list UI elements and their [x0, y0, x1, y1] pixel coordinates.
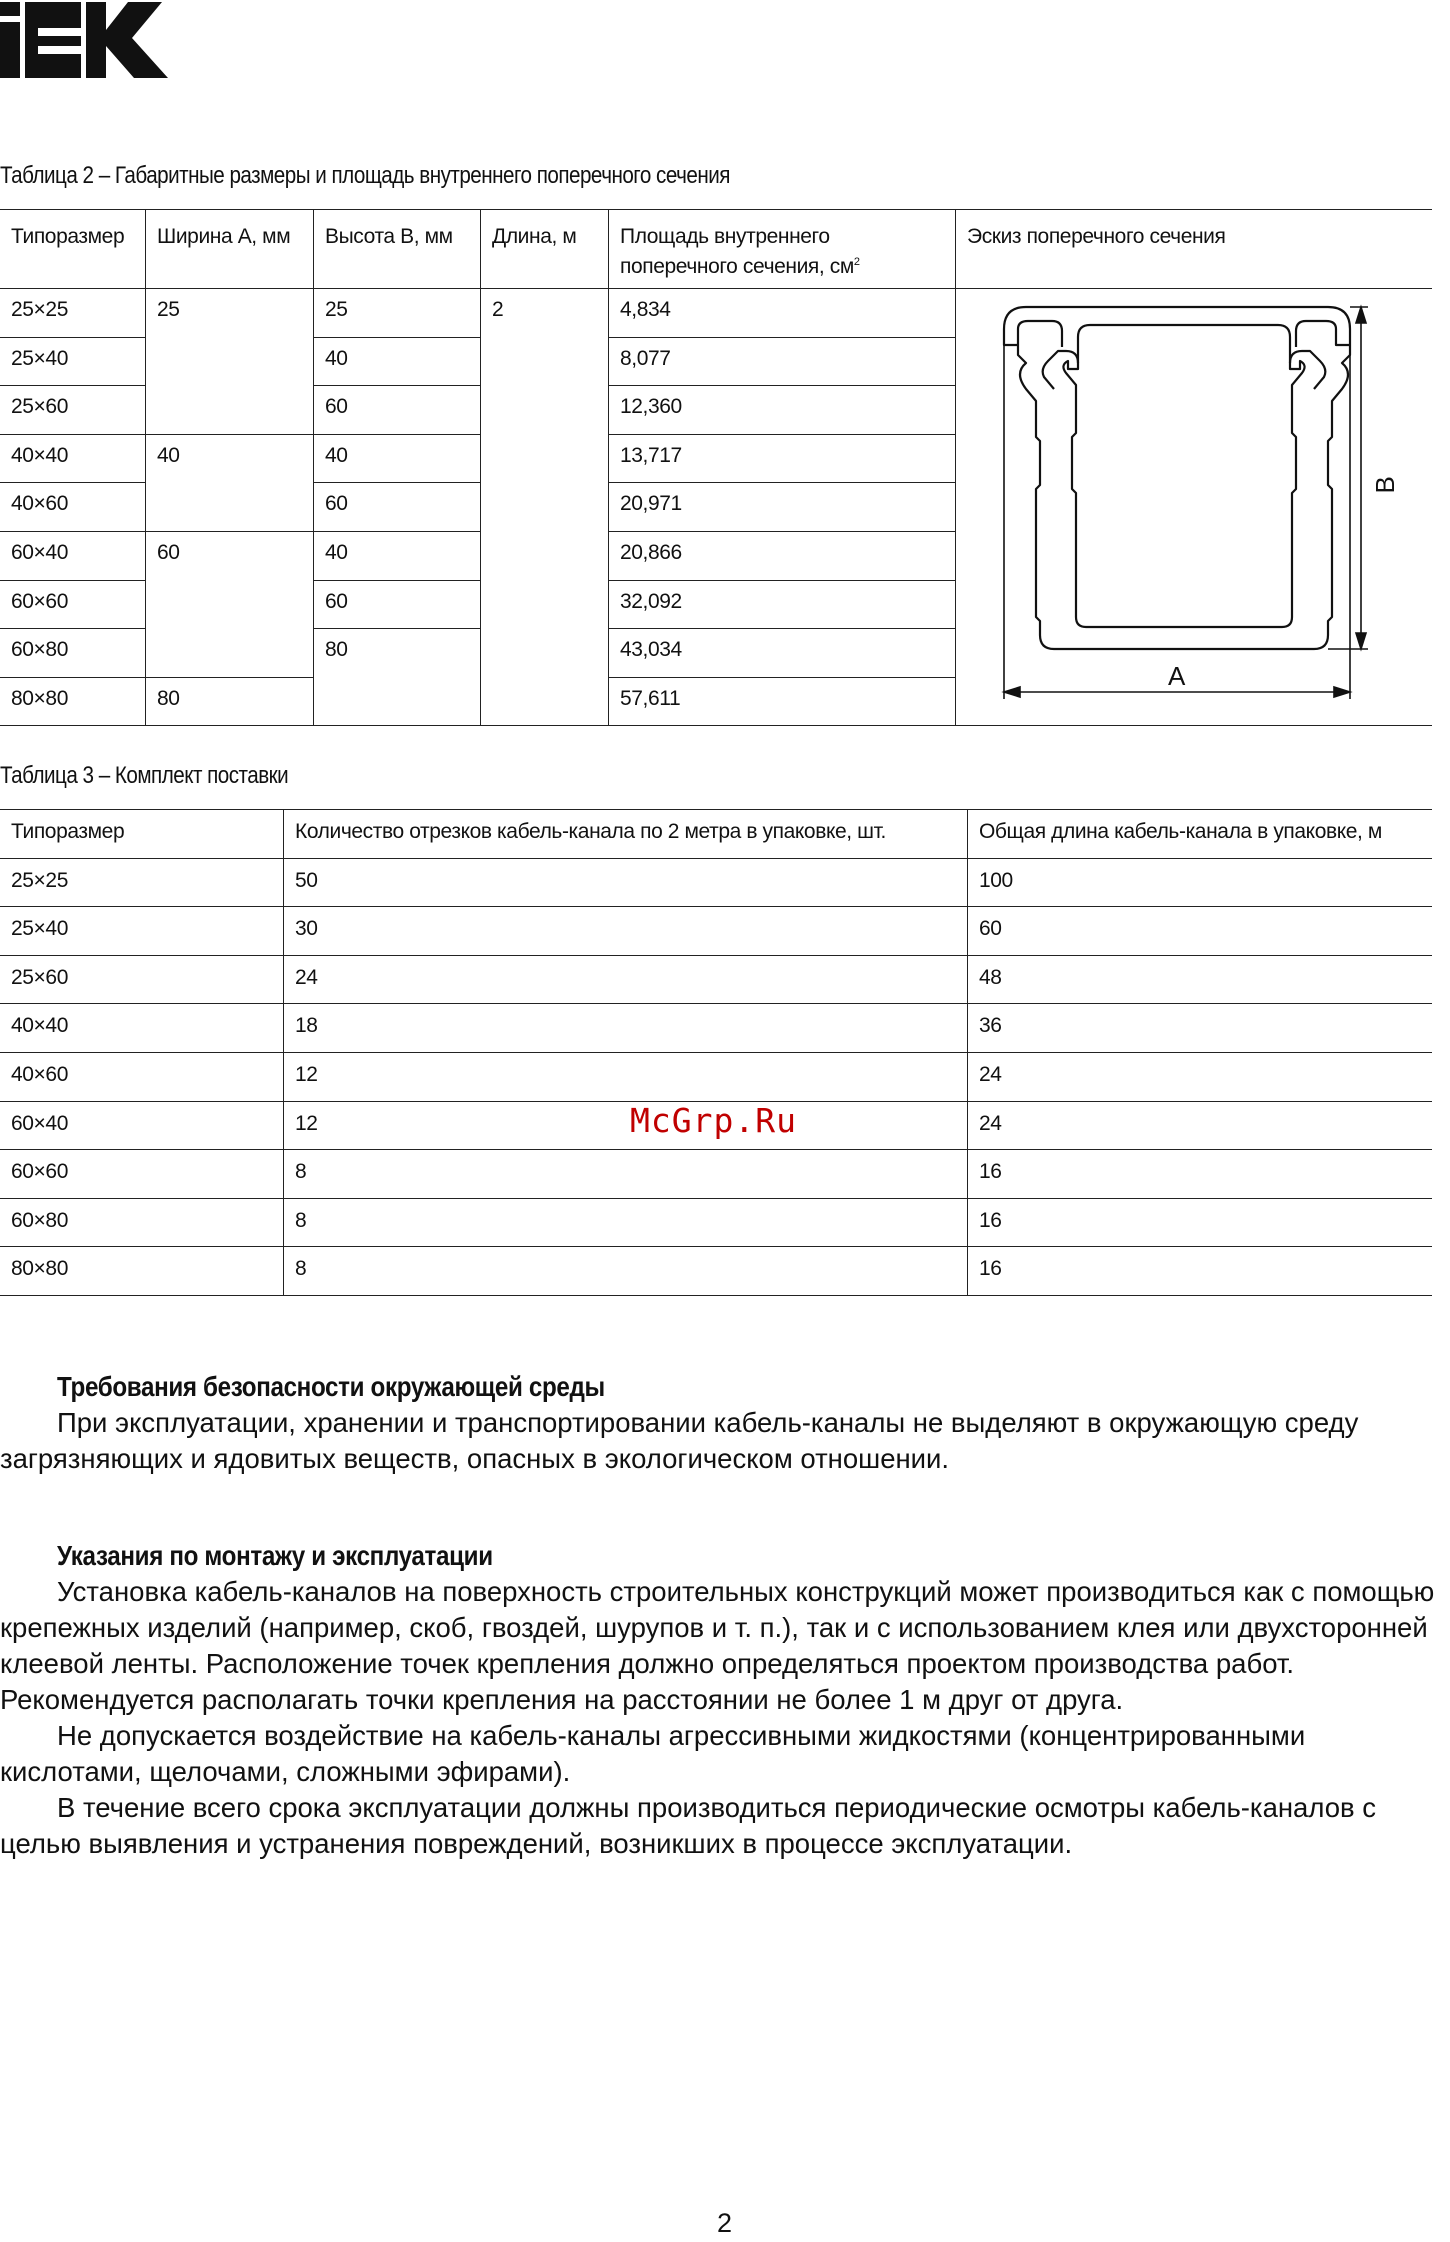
a-arrow-left — [1004, 687, 1020, 697]
section-paragraph: Не допускается воздействие на кабель-каналы агрессивными жидкостями (концентрированными кислотами, щелочами, сложными эфирами). — [0, 1720, 1306, 1787]
cell-width: 60 — [146, 531, 314, 677]
table-row — [0, 1247, 1432, 1296]
cell-total: 100 — [968, 858, 1433, 907]
cell-total: 16 — [968, 1247, 1433, 1296]
cell-count: 50 — [284, 858, 968, 907]
section-paragraph: При эксплуатации, хранении и транспортировании кабель-каналы не выделяют в окружающую среду загрязняющих и ядовитых веществ, опасных в экологическом отношении. — [0, 1407, 1359, 1474]
cell-area: 43,034 — [609, 629, 956, 678]
cell-height: 25 — [314, 289, 481, 338]
cell-size: 60×40 — [0, 1101, 284, 1150]
area-header-line1: Площадь внутреннего — [620, 225, 830, 248]
cell-height: 60 — [314, 483, 481, 532]
table-row — [0, 858, 1432, 907]
cell-count: 30 — [284, 907, 968, 956]
table-row — [0, 907, 1432, 956]
cell-size: 80×80 — [0, 1247, 284, 1296]
col-header-width: Ширина А, мм — [146, 210, 314, 289]
cell-total: 36 — [968, 1004, 1433, 1053]
cell-size: 25×25 — [0, 858, 284, 907]
cell-size: 40×60 — [0, 483, 146, 532]
cell-height: 40 — [314, 531, 481, 580]
section-environment — [0, 1369, 1440, 1477]
b-arrow-bottom — [1356, 633, 1366, 649]
area-header-line2: поперечного сечения, см — [620, 255, 854, 278]
table-row — [0, 1150, 1432, 1199]
cell-area: 13,717 — [609, 434, 956, 483]
right-lip — [1296, 321, 1350, 347]
cell-height: 40 — [314, 337, 481, 386]
cell-size: 40×60 — [0, 1052, 284, 1101]
a-arrow-right — [1334, 687, 1350, 697]
cell-size: 60×40 — [0, 531, 146, 580]
cell-total: 24 — [968, 1052, 1433, 1101]
outer-contour — [1004, 307, 1350, 649]
table-row — [0, 1004, 1432, 1053]
cell-total: 24 — [968, 1101, 1433, 1150]
cell-size: 25×40 — [0, 337, 146, 386]
cell-count: 18 — [284, 1004, 968, 1053]
watermark: McGrp.Ru — [630, 1101, 797, 1140]
cell-width: 40 — [146, 434, 314, 531]
cell-total: 60 — [968, 907, 1433, 956]
col-header-size: Типоразмер — [0, 210, 146, 289]
cross-section-sketch — [956, 289, 1433, 726]
cell-count: 24 — [284, 955, 968, 1004]
cell-size: 60×60 — [0, 1150, 284, 1199]
page-number: 2 — [717, 2208, 733, 2238]
cell-total: 16 — [968, 1198, 1433, 1247]
col-header-size: Типоразмер — [0, 810, 284, 859]
table-header-row — [0, 810, 1432, 859]
cell-area: 32,092 — [609, 580, 956, 629]
section-title: Требования безопасности окружающей среды — [57, 1371, 605, 1402]
section-paragraph: В течение всего срока эксплуатации должны производиться периодические осмотры кабель-каналов с целью выявления и устранения повреждений, возникших в процессе эксплуатации. — [0, 1792, 1376, 1859]
cell-height: 80 — [314, 629, 481, 726]
col-header-total: Общая длина кабель-канала в упаковке, м — [968, 810, 1433, 859]
cell-length: 2 — [481, 289, 609, 726]
cell-size: 25×40 — [0, 907, 284, 956]
cell-width: 25 — [146, 289, 314, 435]
cell-height: 40 — [314, 434, 481, 483]
top-inner-edge — [1078, 325, 1290, 363]
cell-size: 60×60 — [0, 580, 146, 629]
table-header-row — [0, 210, 1432, 289]
cell-size: 25×25 — [0, 289, 146, 338]
b-arrow-top — [1356, 307, 1366, 323]
cell-width: 80 — [146, 677, 314, 726]
cell-count: 12 — [284, 1052, 968, 1101]
delivery-set-table — [0, 809, 1432, 1296]
col-header-length: Длина, м — [481, 210, 609, 289]
cell-size: 60×80 — [0, 1198, 284, 1247]
cell-size: 60×80 — [0, 629, 146, 678]
cell-size: 80×80 — [0, 677, 146, 726]
cell-area: 57,611 — [609, 677, 956, 726]
table-row — [0, 1052, 1432, 1101]
col-header-count: Количество отрезков кабель-канала по 2 метра в упаковке, шт. — [284, 810, 968, 859]
cell-area: 20,971 — [609, 483, 956, 532]
cell-total: 48 — [968, 955, 1433, 1004]
cell-height: 60 — [314, 386, 481, 435]
cell-height: 60 — [314, 580, 481, 629]
inner-contour — [1043, 351, 1326, 627]
cell-area: 12,360 — [609, 386, 956, 435]
cell-count: 8 — [284, 1150, 968, 1199]
cell-size: 25×60 — [0, 955, 284, 1004]
section-paragraph: Установка кабель-каналов на поверхность строительных конструкций может производиться как с помощью крепежных изделий (например, скоб, гвоздей, шурупов и т. п.), так и с использованием клея или двухсторонней клеевой ленты. Расположение точек крепления должно определяться проектом производства работ. Рекомендуется располагать точки крепления на расстоянии не более 1 м друг от друга. — [0, 1576, 1435, 1715]
iek-logo-graphic — [0, 0, 175, 82]
iek-logo — [0, 0, 175, 87]
table-row — [0, 1198, 1432, 1247]
table2-caption: Таблица 2 – Габаритные размеры и площадь внутреннего поперечного сечения — [0, 162, 730, 189]
cross-section-drawing — [956, 289, 1450, 726]
left-lip — [1018, 321, 1062, 347]
cell-size: 25×60 — [0, 386, 146, 435]
section-title: Указания по монтажу и эксплуатации — [57, 1540, 493, 1571]
cell-count: 8 — [284, 1198, 968, 1247]
col-header-height: Высота В, мм — [314, 210, 481, 289]
cell-size: 40×40 — [0, 1004, 284, 1053]
table-row — [0, 955, 1432, 1004]
col-header-sketch: Эскиз поперечного сечения — [956, 210, 1433, 289]
table3-caption: Таблица 3 – Комплект поставки — [0, 762, 289, 789]
cell-area: 20,866 — [609, 531, 956, 580]
cell-area: 8,077 — [609, 337, 956, 386]
dimension-label-b: B — [1370, 476, 1400, 494]
table-row — [0, 289, 1432, 338]
dimension-label-a: A — [1168, 661, 1185, 691]
section-mounting — [0, 1538, 1440, 1862]
col-header-area — [609, 210, 956, 289]
cell-area: 4,834 — [609, 289, 956, 338]
cell-count: 8 — [284, 1247, 968, 1296]
cell-size: 40×40 — [0, 434, 146, 483]
cell-total: 16 — [968, 1150, 1433, 1199]
dimensions-table — [0, 209, 1432, 726]
area-header-sup: 2 — [853, 256, 860, 268]
cell-count: 12 — [284, 1101, 968, 1150]
